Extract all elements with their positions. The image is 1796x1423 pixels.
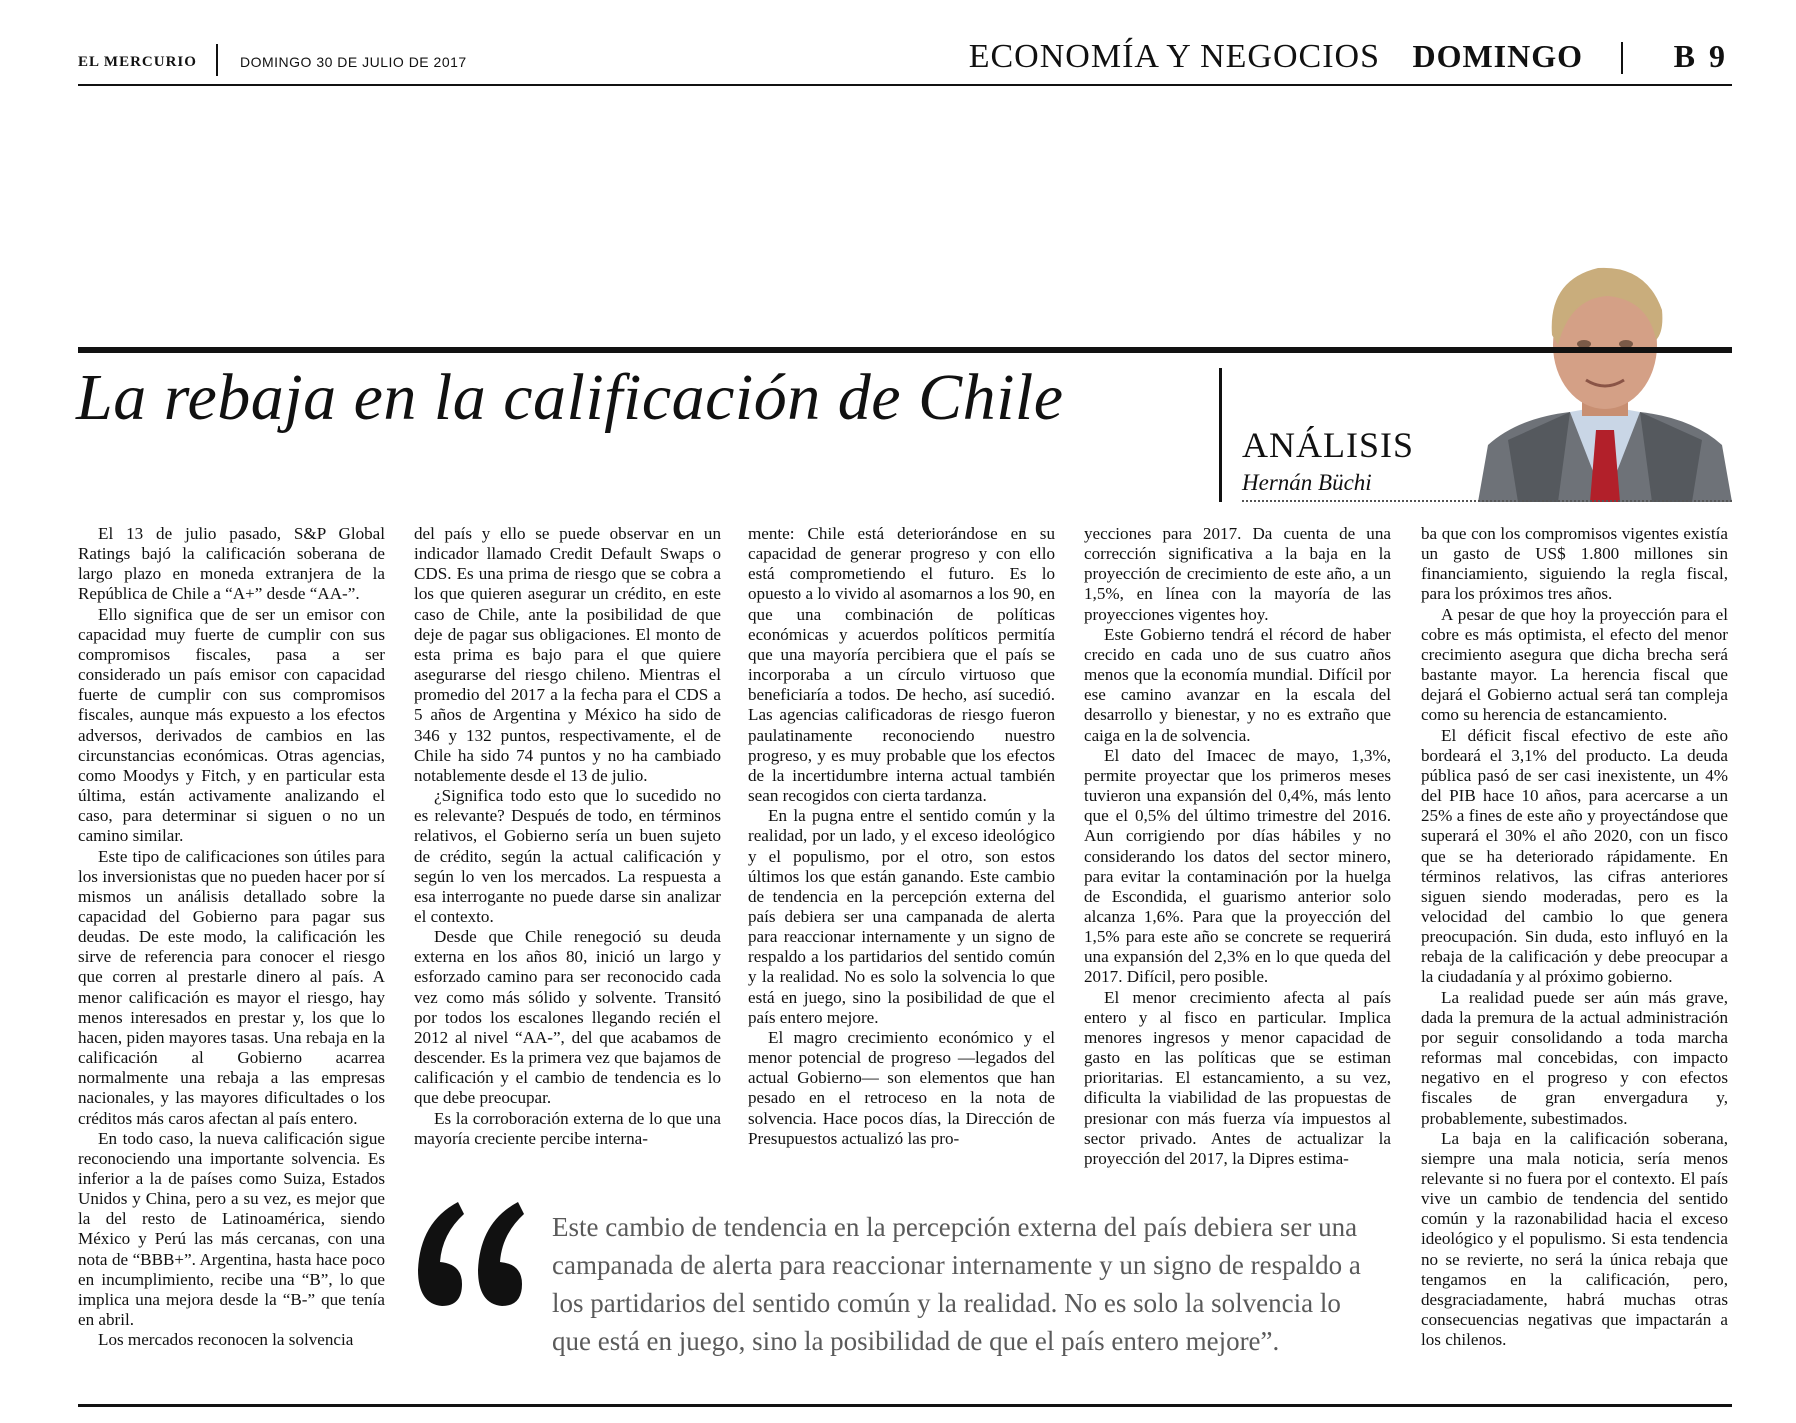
header-rule — [78, 84, 1732, 86]
article-column-2 — [414, 524, 721, 1149]
paragraph: Es la corroboración externa de lo que una mayoría creciente percibe interna- — [414, 1108, 721, 1148]
paragraph: Este Gobierno tendrá el récord de haber crecido en cada uno de sus cuatro años menos que la economía mundial. Difícil por ese camino avanzar en la escala del desarrollo y bienestar, y no es extraño que caiga en la de solvencia. — [1084, 624, 1391, 745]
paragraph: La baja en la calificación soberana, siempre una mala noticia, sería menos relevante si no fuera por el contexto. El país vive un cambio de tendencia del sentido común y la razonabilidad hacia el exceso ideológico y el populismo. Si esta tendencia no se revierte, no será la única rebaja que tengamos en la calificación, pero, desgraciadamente, habrá muchas otras consecuencias negativas que impactarán a los chilenos. — [1421, 1128, 1728, 1350]
paragraph: Ello significa que de ser un emisor con capacidad muy fuerte de cumplir con sus compromisos fiscales, pasa a ser considerado un país emisor con capacidad fuerte de cumplir con sus compromisos fiscales, aunque más expuesto a los efectos adversos, derivados de cambios en las circunstancias económicas. Otras agencias, como Moodys y Fitch, y en particular esta última, están activamente analizando el caso, para determinar si siguen o no un camino similar. — [78, 604, 385, 846]
paragraph: El dato del Imacec de mayo, 1,3%, permite proyectar que los primeros meses tuvieron una expansión del 0,4%, más lento que el 0,5% del último trimestre del 2016. Aun corrigiendo por días hábiles y no considerando los datos del sector minero, para evitar la contaminación por la huelga de Escondida, el guarismo anterior solo alcanza 1,6%. Para que la proyección del 1,5% para este año se concrete se requerirá una expansión del 2,3% en lo que queda del 2017. Difícil, pero posible. — [1084, 745, 1391, 987]
paragraph: El 13 de julio pasado, S&P Global Ratings bajó la calificación soberana de largo plazo en moneda extranjera de la República de Chile a “A+” desde “AA-”. — [78, 524, 385, 604]
paragraph: ¿Significa todo esto que lo sucedido no es relevante? Después de todo, en términos relativos, el Gobierno sería un buen sujeto de crédito, según la actual calificación y según lo ven los mercados. La respuesta a esa interrogante no puede darse sin analizar el contexto. — [414, 786, 721, 926]
paragraph: La realidad puede ser aún más grave, dada la premura de la actual administración por seguir consolidando a toda marcha reformas mal concebidas, con impacto negativo en el progreso y con efectos fiscales de gran envergadura y, probablemente, subestimados. — [1421, 987, 1728, 1128]
header-divider-right — [1621, 42, 1623, 74]
article-column-3 — [748, 524, 1055, 1149]
paragraph: En todo caso, la nueva calificación sigue reconociendo una importante solvencia. Es inferior a la de países como Suiza, Estados Unidos y China, pero a su vez, es mejor que la del resto de Latinoamérica, siendo México y Perú las más cercanas, con una nota de “BBB+”. Argentina, hasta hace poco en incumplimiento, recibe una “B”, lo que implica una mejora desde la “B-” que tenía en abril. — [78, 1128, 385, 1330]
paragraph: del país y ello se puede observar en un indicador llamado Credit Default Swaps o CDS. Es una prima de riesgo que se cobra a los que quieren asegurar un crédito, en este caso de Chile, ante la posibilidad de que deje de pagar sus obligaciones. El monto de esta prima es bajo para el que quiere asegurarse del riesgo chileno. Mientras el promedio del 2017 a la fecha para el CDS a 5 años de Argentina y México ha sido de 346 y 132 puntos, respectivamente, el de Chile ha sido 74 puntos y no ha cambiado notablemente desde el 13 de julio. — [414, 524, 721, 785]
paragraph: En la pugna entre el sentido común y la realidad, por un lado, y el exceso ideológico y el populismo, por el otro, son estos últimos los que están ganando. Este cambio de tendencia en la percepción externa del país debiera ser una campanada de alerta para reaccionar internamente y un signo de respaldo a los partidarios del sentido común y la realidad. No es solo la solvencia lo que está en juego, sino la posibilidad de que el país entero mejore. — [748, 806, 1055, 1027]
paragraph: El déficit fiscal efectivo de este año bordeará el 3,1% del producto. La deuda pública pasó de ser casi inexistente, un 4% del PIB hace 10 años, para acercarse a un 25% a fines de este año y proyectándose que superará el 30% el año 2020, con un fisco que se ha deteriorado rápidamente. En términos relativos, las cifras anteriores siguen siendo moderadas, pero es la velocidad del cambio lo que genera preocupación. Sin duda, esto influyó en la rebaja de la calificación y debe preocupar a la ciudadanía y al próximo gobierno. — [1421, 725, 1728, 987]
paragraph: Los mercados reconocen la solvencia — [98, 1330, 354, 1350]
article-column-4 — [1084, 524, 1391, 1169]
article-title: La rebaja en la calificación de Chile — [76, 361, 1064, 434]
paragraph: Desde que Chile renegoció su deuda externa en los años 80, inició un largo y esforzado camino para ser reconocido cada vez como más sólido y solvente. Transitó por todos los escalones llegando recién el 2012 al nivel “AA-”, del que acabamos de descender. Es la primera vez que bajamos de calificación y el cambio de tendencia es lo que debe preocupar. — [414, 927, 721, 1108]
pull-quote: Este cambio de tendencia en la percepción externa del país debiera ser una campanada de alerta para reaccionar internamente y un signo de respaldo a los partidarios del sentido común y la realidad. No es solo la solvencia lo que está en juego, sino la posibilidad de que el país entero mejore”. — [552, 1212, 1361, 1356]
section-name: ECONOMÍA Y NEGOCIOS — [968, 38, 1380, 75]
paragraph: ba que con los compromisos vigentes existía un gasto de US$ 1.800 millones sin financiamiento, siguiendo la regla fiscal, para los próximos tres años. — [1421, 524, 1728, 604]
paragraph: yecciones para 2017. Da cuenta de una corrección significativa a la baja en la proyección de crecimiento de este año, a un 1,5%, en línea con la mayoría de las proyecciones vigentes hoy. — [1084, 524, 1391, 624]
byline-dotted-rule — [1242, 500, 1732, 502]
author-portrait — [1478, 240, 1732, 502]
paragraph: mente: Chile está deteriorándose en su capacidad de generar progreso y con ello está comprometiendo el futuro. Es lo opuesto a lo vivido al asomarnos a los 90, en que una combinación de políticas económicas y acuerdos políticos permitía que una mayoría percibiera que el país se incorporaba a un círculo virtuoso que beneficiaría a todos. De hecho, así sucedió. Las agencias calificadoras de riesgo fueron paulatinamente reconociendo nuestro progreso, y es muy probable que los efectos de la incertidumbre interna actual también sean recogidos con cierta tardanza. — [748, 524, 1055, 806]
paragraph: El magro crecimiento económico y el menor potencial de progreso —legados del actual Gobierno— son elementos que han pesado en el retroceso en la nota de solvencia. Hace pocos días, la Dirección de Presupuestos actualizó las pro- — [748, 1027, 1055, 1148]
author-name: Hernán Büchi — [1242, 470, 1372, 495]
paragraph: El menor crecimiento afecta al país entero y al fisco en particular. Implica menores ingresos y menor capacidad de gasto en las políticas que se estiman prioritarias. El estancamiento, a su vez, dificulta la viabilidad de las propuestas de presionar con más fuerza vía impuestos al sector privado. Antes de actualizar la proyección del 2017, la Dipres estima- — [1084, 987, 1391, 1168]
page-number: B 9 — [1673, 38, 1728, 74]
opening-quote-mark-icon — [410, 1192, 528, 1322]
paper-name: EL MERCURIO — [78, 54, 197, 70]
article-column-1 — [78, 524, 385, 1350]
title-divider — [1219, 368, 1222, 502]
header-divider — [216, 44, 218, 76]
article-column-5 — [1421, 524, 1728, 1350]
paragraph: Este tipo de calificaciones son útiles para los inversionistas que no pueden hacer por sí mismos un análisis detallado sobre la capacidad del Gobierno para pagar sus deudas. De este modo, la calificación les sirve de referencia para conocer el riesgo que corren al prestarle dinero al país. A menor calificación es mayor el riesgo, hay menos interesados en prestar y, los que lo hacen, piden mayores tasas. Una rebaja en la calificación al Gobierno acarrea normalmente una rebaja a las empresas nacionales, y las mayores dificultades o los créditos más caros afectan al país entero. — [78, 846, 385, 1128]
day-label: DOMINGO — [1412, 38, 1583, 74]
paragraph: A pesar de que hoy la proyección para el cobre es más optimista, el efecto del menor crecimiento asegura que dicha brecha será bastante mayor. La herencia fiscal que dejará el Gobierno actual será tan compleja como su herencia de estancamiento. — [1421, 604, 1728, 725]
title-rule — [78, 347, 1732, 353]
kicker-label: ANÁLISIS — [1242, 425, 1415, 465]
bottom-rule — [78, 1404, 1732, 1407]
issue-date: DOMINGO 30 DE JULIO DE 2017 — [240, 54, 467, 70]
